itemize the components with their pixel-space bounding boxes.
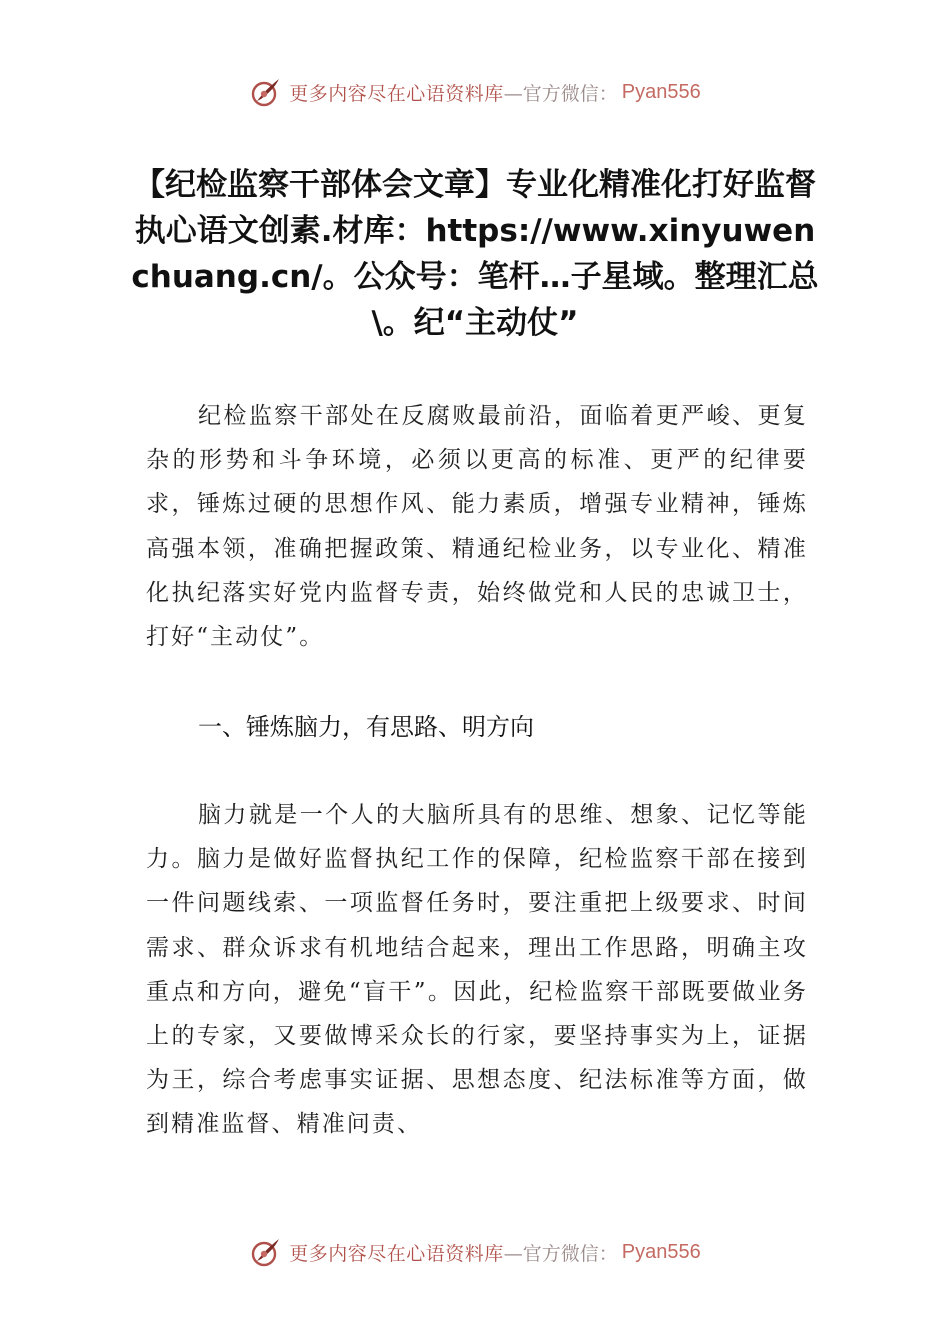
wechat-label: —官方微信： — [503, 1242, 618, 1265]
header-banner — [0, 72, 950, 112]
library-slogan: 更多内容尽在心语资料库 — [289, 1242, 504, 1265]
section-heading-1: 一、锤炼脑力，有思路、明方向 — [198, 713, 534, 741]
quill-seal-icon — [249, 75, 283, 109]
wechat-label: —官方微信： — [503, 82, 618, 105]
library-slogan: 更多内容尽在心语资料库 — [289, 82, 504, 105]
document-title: 【纪检监察干部体会文章】专业化精准化打好监督执心语文创素.材库：https://www.xinyuwenchuang.cn/。公众号：笔杆…子星域。整理汇总\。纪“主动仗” — [131, 167, 819, 341]
footer-banner — [0, 1232, 950, 1272]
body-paragraph-intro: 纪检监察干部处在反腐败最前沿，面临着更严峻、更复杂的形势和斗争环境，必须以更高的标准、更严的纪律要求，锤炼过硬的思想作风、能力素质，增强专业精神，锤炼高强本领，准确把握政策、精通纪检业务，以专业化、精准化执纪落实好党内监督专责，始终做党和人民的忠诚卫士，打好“主动仗”。 — [146, 403, 808, 651]
body-paragraph-brainpower: 脑力就是一个人的大脑所具有的思维、想象、记忆等能力。脑力是做好监督执纪工作的保障，纪检监察干部在接到一件问题线索、一项监督任务时，要注重把上级要求、时间需求、群众诉求有机地结合起来，理出工作思路，明确主攻重点和方向，避免“盲干”。因此，纪检监察干部既要做业务上的专家，又要做博采众长的行家，要坚持事实为上，证据为王，综合考虑事实证据、思想态度、纪法标准等方面，做到精准监督、精准问责、 — [146, 802, 808, 1138]
wechat-account: Pyan556 — [621, 80, 701, 103]
quill-seal-icon — [249, 1235, 283, 1269]
wechat-account: Pyan556 — [621, 1240, 701, 1263]
